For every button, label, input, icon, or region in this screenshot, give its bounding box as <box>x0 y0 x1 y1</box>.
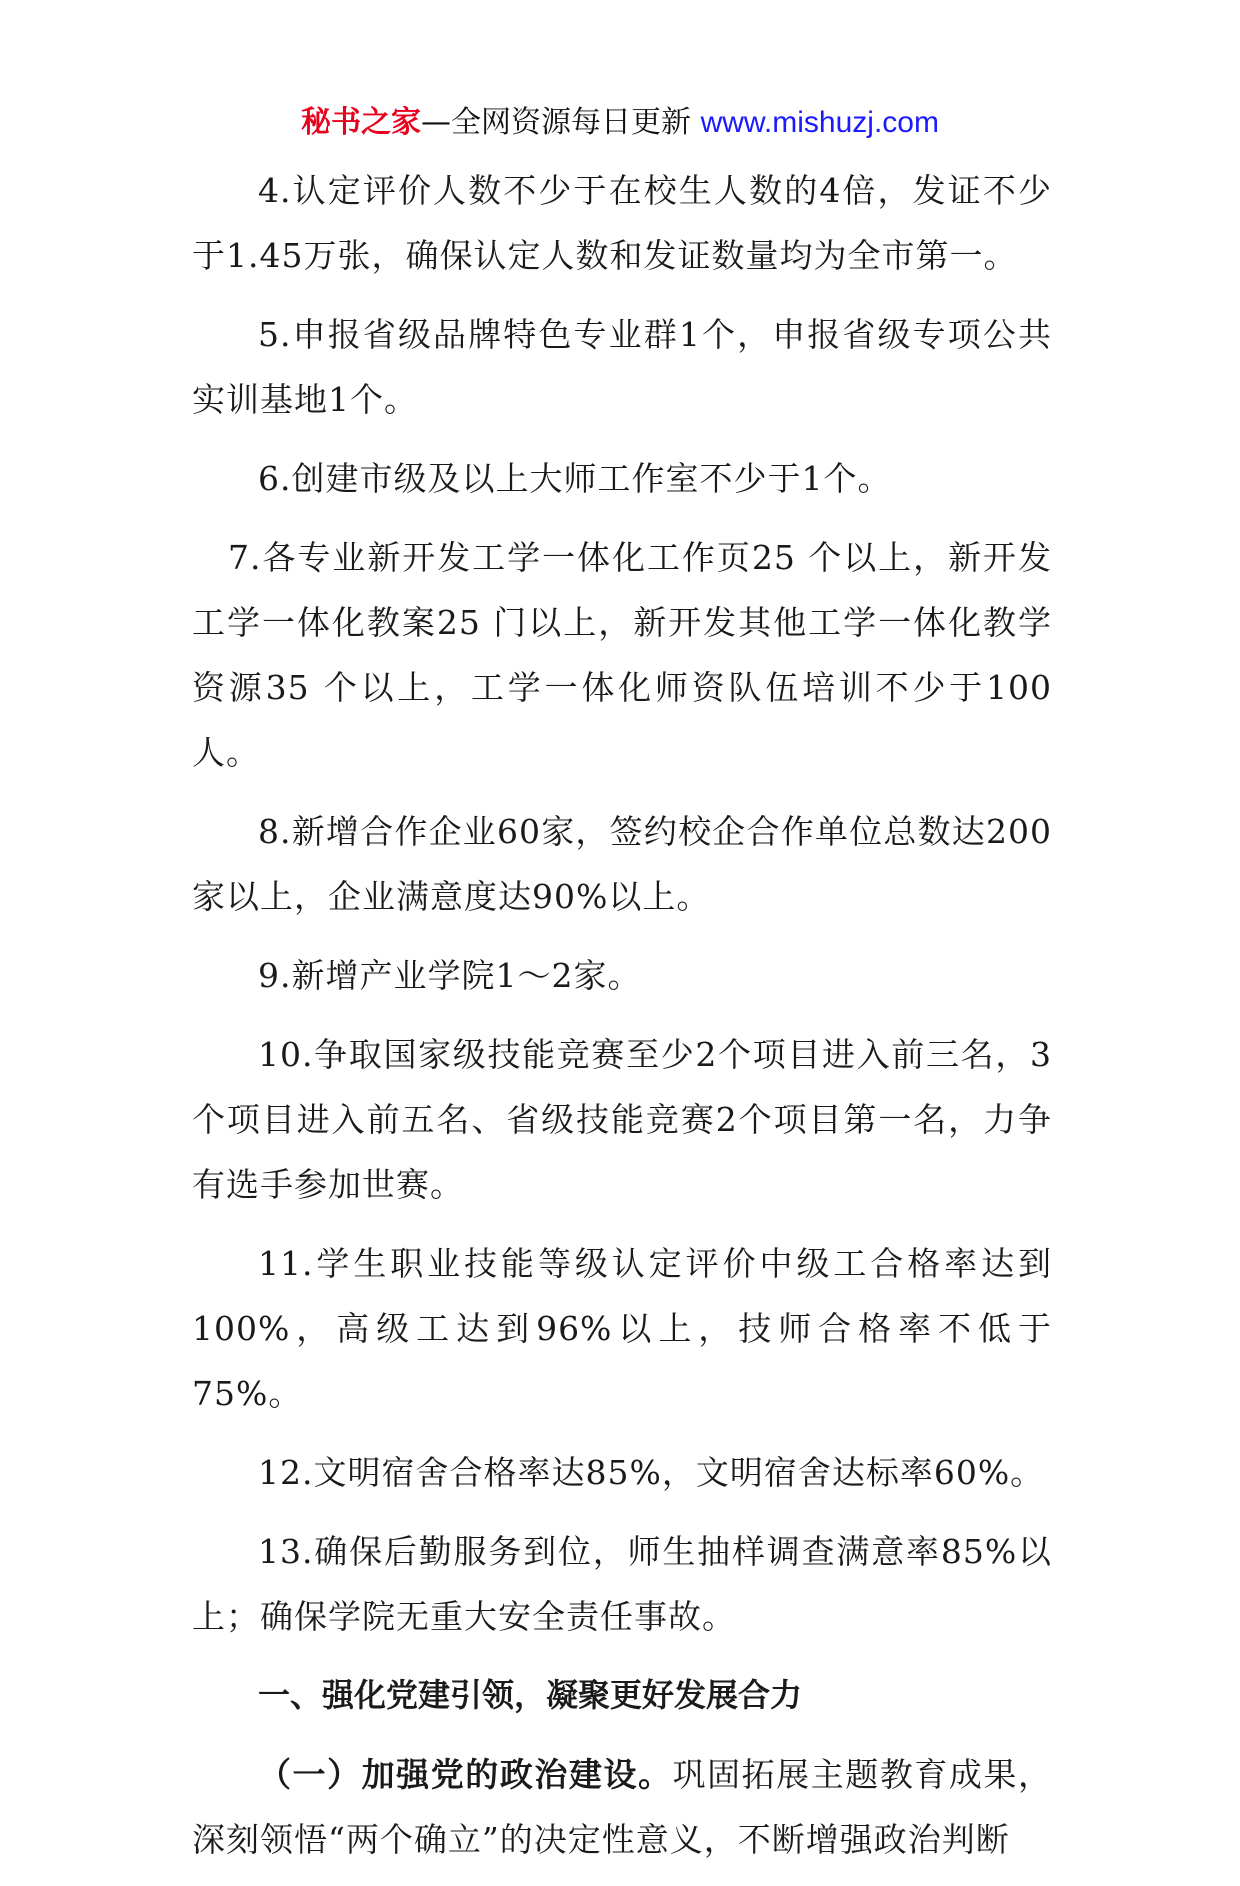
document-body <box>192 158 1052 1886</box>
paragraph-item-13: 13.确保后勤服务到位，师生抽样调查满意率85%以上；确保学院无重大安全责任事故。 <box>192 1532 1052 1636</box>
paragraph-item-11: 11.学生职业技能等级认定评价中级工合格率达到100%，高级工达到96%以上，技师合格率不低于75%。 <box>192 1244 1052 1413</box>
paragraph-item-9: 9.新增产业学院1～2家。 <box>258 956 642 995</box>
paragraph-item-12: 12.文明宿舍合格率达85%，文明宿舍达标率60%。 <box>258 1453 1045 1492</box>
banner-brand: 秘书之家 <box>301 105 422 140</box>
paragraph-item-10: 10.争取国家级技能竞赛至少2个项目进入前三名，3个项目进入前五名、省级技能竞赛2个项目第一名，力争有选手参加世赛。 <box>192 1035 1052 1204</box>
subsection-paragraph <box>192 1742 1052 1872</box>
site-banner <box>0 100 1240 146</box>
subsection-text: 巩固拓展主题教育成果，深刻领悟“两个确立”的决定性意义，不断增强政治判断 <box>192 1755 1053 1859</box>
paragraph-item-8: 8.新增合作企业60家，签约校企合作单位总数达200家以上，企业满意度达90%以上。 <box>192 812 1052 916</box>
paragraph-item-7: 7.各专业新开发工学一体化工作页25 个以上，新开发工学一体化教案25 门以上，新开发其他工学一体化教学资源35 个以上，工学一体化师资队伍培训不少于100人。 <box>192 538 1052 772</box>
paragraph-item-6: 6.创建市级及以上大师工作室不少于1个。 <box>258 459 892 498</box>
section-heading: 一、强化党建引领，凝聚更好发展合力 <box>258 1676 803 1714</box>
paragraph-item-4: 4.认定评价人数不少于在校生人数的4倍，发证不少于1.45万张，确保认定人数和发证数量均为全市第一。 <box>192 171 1052 275</box>
subsection-title: （一）加强党的政治建设。 <box>258 1755 673 1794</box>
paragraph-item-5: 5.申报省级品牌特色专业群1个，申报省级专项公共实训基地1个。 <box>192 315 1052 419</box>
banner-url[interactable]: www.mishuzj.com <box>700 106 939 139</box>
banner-tagline: —全网资源每日更新 <box>421 105 692 140</box>
